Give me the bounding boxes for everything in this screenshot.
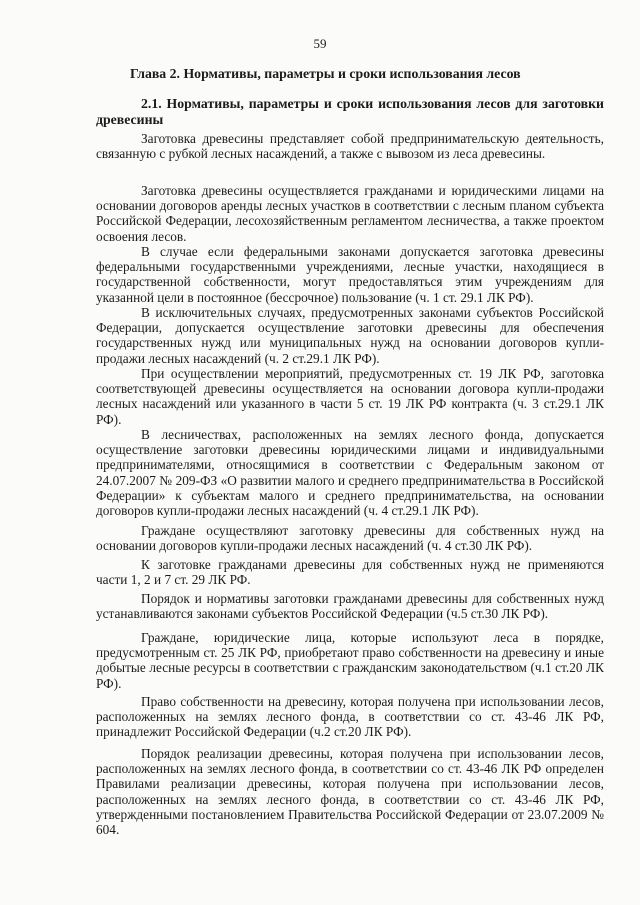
paragraph-11: Право собственности на древесину, которая получена при использовании лесов, расположенных на землях лесного фонда, в соответствии со ст. 43-46 ЛК РФ, принадлежит Российской Федерации (ч.2 ст.20 ЛК РФ). [96,694,604,740]
paragraph-10: Граждане, юридические лица, которые используют леса в порядке, предусмотренным ст. 25 ЛК РФ, приобретают право собственности на древесину и иные добытые лесные ресурсы в соответствии с гражданским законодательством (ч.1 ст.20 ЛК РФ). [96,630,604,691]
section-title: 2.1. Нормативы, параметры и сроки использования лесов для заготовки древесины [96,96,604,127]
page-number: 59 [313,36,327,51]
paragraph-9: Порядок и нормативы заготовки гражданами древесины для собственных нужд устанавливаются законами субъектов Российской Федерации (ч.5 ст.30 ЛК РФ). [96,591,604,622]
paragraph-4: В исключительных случаях, предусмотренных законами субъектов Российской Федерации, допускается осуществление заготовки древесины для обеспечения государственных нужд или муниципальных нужд на основании договоров купли-продажи лесных насаждений (ч. 2 ст.29.1 ЛК РФ). [96,305,604,366]
paragraph-12: Порядок реализации древесины, которая получена при использовании лесов, расположенных на землях лесного фонда, в соответствии со ст. 43-46 ЛК РФ определен Правилами реализации древесины, которая получена при использовании лесов, расположенных на землях лесного фонда, в соответствии со ст. 43-46 ЛК РФ, утвержденными постановлением Правительства Российской Федерации от 23.07.2009 № 604. [96,746,604,838]
paragraph-1: Заготовка древесины представляет собой предпринимательскую деятельность, связанную с рубкой лесных насаждений, а также с вывозом из леса древесины. [96,131,604,162]
paragraph-3: В случае если федеральными законами допускается заготовка древесины федеральными государственными учреждениями, лесные участки, находящиеся в государственной собственности, могут предоставляться этим учреждениям для указанной цели в постоянное (бессрочное) пользование (ч. 1 ст. 29.1 ЛК РФ). [96,244,604,305]
paragraph-2: Заготовка древесины осуществляется гражданами и юридическими лицами на основании договоров аренды лесных участков в соответствии с лесным планом субъекта Российской Федерации, лесохозяйственным регламентом лесничества, а также проектом освоения лесов. [96,183,604,244]
paragraph-8: К заготовке гражданами древесины для собственных нужд не применяются части 1, 2 и 7 ст. 29 ЛК РФ. [96,557,604,588]
paragraph-6: В лесничествах, расположенных на землях лесного фонда, допускается осуществление заготовки древесины юридическими лицами и индивидуальными предпринимателями, относящимися в соответствии с Федеральным законом от 24.07.2007 № 209-ФЗ «О развитии малого и среднего предпринимательства в Российской Федерации» к субъектам малого и среднего предпринимательства, на основании договоров купли-продажи лесных насаждений (ч. 4 ст.29.1 ЛК РФ). [96,427,604,519]
paragraph-7: Граждане осуществляют заготовку древесины для собственных нужд на основании договоров купли-продажи лесных насаждений (ч. 4 ст.30 ЛК РФ). [96,523,604,554]
chapter-title: Глава 2. Нормативы, параметры и сроки использования лесов [130,66,521,81]
paragraph-5: При осуществлении мероприятий, предусмотренных ст. 19 ЛК РФ, заготовка соответствующей древесины осуществляется на основании договора купли-продажи лесных насаждений или указанного в части 5 ст. 19 ЛК РФ контракта (ч. 3 ст.29.1 ЛК РФ). [96,366,604,427]
